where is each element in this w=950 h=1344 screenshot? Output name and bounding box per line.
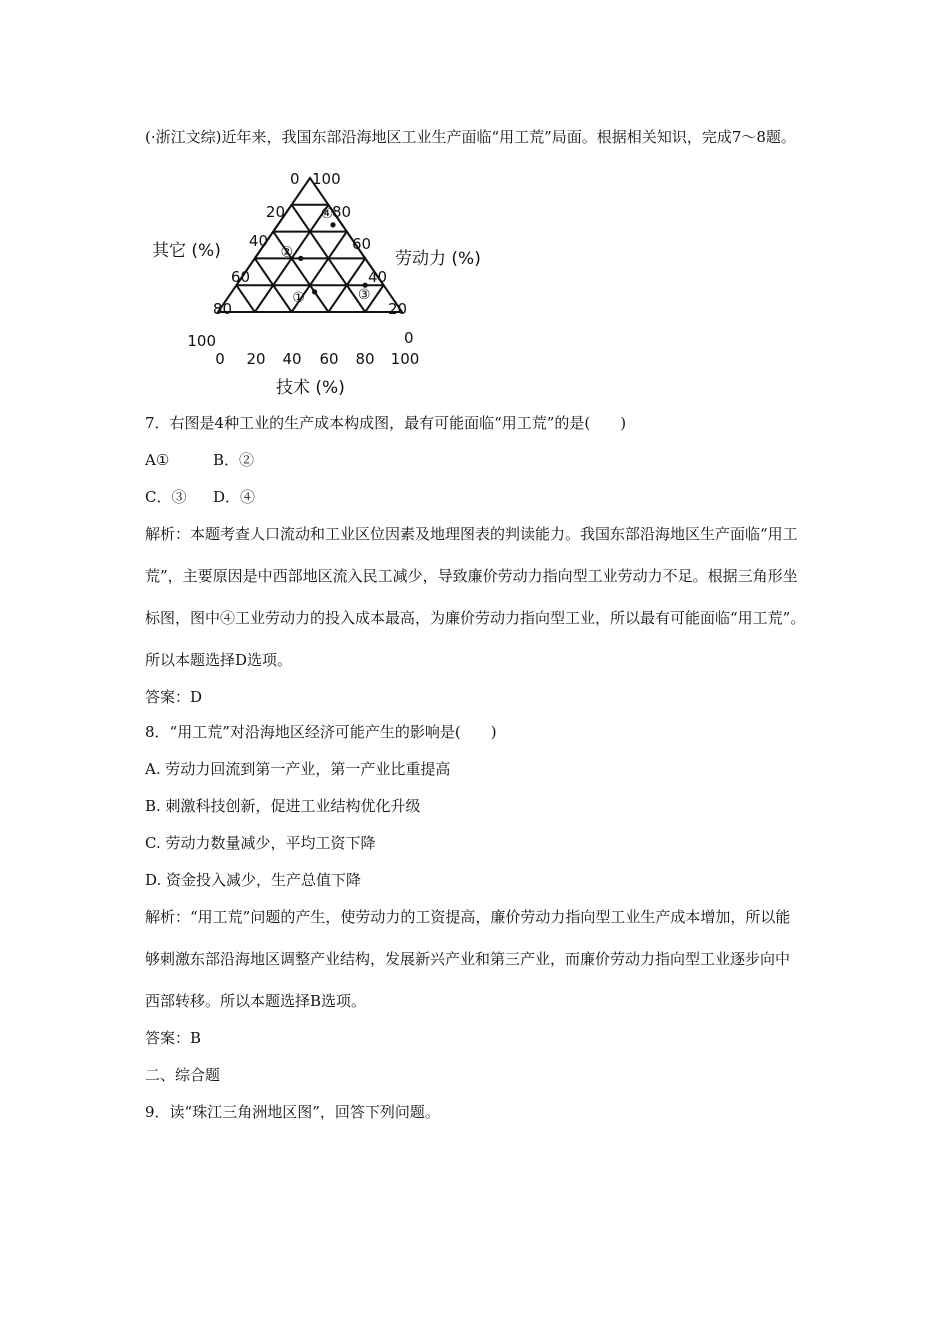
q7-analysis-line-4: 所以本题选择D选项。: [145, 651, 293, 669]
q7-option-a: A①: [145, 451, 170, 469]
right-tick-20: 20: [388, 300, 408, 318]
left-tick-0: 0: [290, 170, 300, 188]
bottom-tick-100: 100: [390, 350, 420, 368]
q8-answer: 答案：B: [145, 1029, 202, 1047]
q8-analysis-line-3: 西部转移。所以本题选择B选项。: [145, 992, 367, 1010]
right-tick-100: 100: [312, 170, 341, 188]
q7-analysis-line-3: 标图，图中④工业劳动力的投入成本最高，为廉价劳动力指向型工业，所以最有可能面临“用工荒”。: [145, 609, 806, 627]
other-axis-label: 其它 (%): [152, 241, 221, 261]
q7-analysis-line-2: 荒”，主要原因是中西部地区流入民工减少，导致廉价劳动力指向型工业劳动力不足。根据三角形坐: [145, 567, 798, 585]
point-label-4: ④: [320, 205, 334, 222]
point-label-2: ②: [280, 244, 294, 261]
left-tick-40: 40: [248, 232, 268, 250]
left-tick-60: 60: [230, 268, 250, 286]
q8-stem: 8．“用工荒”对沿海地区经济可能产生的影响是( ): [145, 723, 497, 741]
right-tick-80: 80: [332, 203, 352, 221]
point-label-1: ①: [292, 289, 305, 306]
left-tick-80: 80: [212, 300, 232, 318]
section-heading: 二、综合题: [145, 1066, 221, 1084]
bottom-tick-60: 60: [319, 350, 339, 368]
technology-axis-label: 技术 (%): [276, 378, 345, 398]
q8-option-d: D. 资金投入减少，生产总值下降: [145, 871, 362, 889]
right-tick-60: 60: [352, 235, 372, 253]
point-marker-2: [298, 256, 303, 261]
point-marker-4: [330, 222, 335, 227]
q7-option-d: D．④: [213, 488, 256, 506]
intro-text: (·浙江文综)近年来，我国东部沿海地区工业生产面临“用工荒”局面。根据相关知识，完成7～8题。: [145, 128, 796, 146]
bottom-tick-0: 0: [215, 350, 225, 368]
q8-option-a: A. 劳动力回流到第一产业，第一产业比重提高: [145, 760, 451, 778]
q7-answer: 答案：D: [145, 688, 203, 706]
left-tick-100: 100: [187, 332, 216, 350]
q8-option-b: B. 刺激科技创新，促进工业结构优化升级: [145, 797, 421, 815]
bottom-tick-40: 40: [282, 350, 302, 368]
right-tick-40: 40: [368, 268, 388, 286]
q7-option-b: B．②: [213, 451, 255, 469]
q9-stem: 9．读“珠江三角洲地区图”，回答下列问题。: [145, 1103, 440, 1121]
right-tick-0: 0: [404, 329, 414, 347]
bottom-tick-20: 20: [246, 350, 266, 368]
q8-option-c: C. 劳动力数量减少，平均工资下降: [145, 834, 376, 852]
q7-stem: 7．右图是4种工业的生产成本构成图，最有可能面临“用工荒”的是( ): [145, 414, 627, 432]
point-marker-1: [312, 289, 317, 294]
q8-analysis-line-1: 解析：“用工荒”问题的产生，使劳动力的工资提高，廉价劳动力指向型工业生产成本增加，所以能: [145, 908, 791, 926]
point-label-3: ③: [357, 287, 371, 304]
q7-option-c: C．③: [145, 488, 187, 506]
bottom-tick-80: 80: [355, 350, 375, 368]
q8-analysis-line-2: 够刺激东部沿海地区调整产业结构，发展新兴产业和第三产业，而廉价劳动力指向型工业逐步向中: [145, 950, 791, 968]
ternary-diagram: [140, 160, 520, 400]
left-tick-20: 20: [265, 203, 285, 221]
q7-analysis-line-1: 解析：本题考查人口流动和工业区位因素及地理图表的判读能力。我国东部沿海地区生产面临“用工: [145, 525, 798, 543]
labor-axis-label: 劳动力 (%): [395, 249, 481, 269]
ternary-grid: [218, 178, 402, 312]
